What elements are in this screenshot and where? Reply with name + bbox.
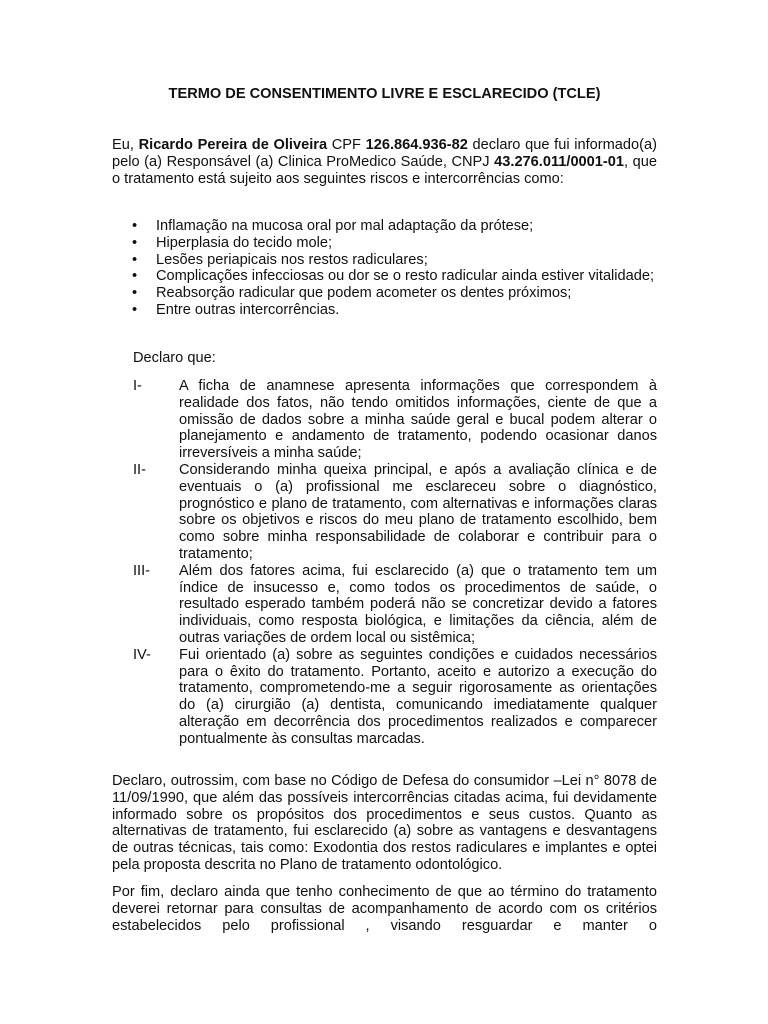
risk-text: Entre outras intercorrências. — [156, 301, 340, 318]
list-item — [112, 647, 657, 748]
declarations-list — [112, 378, 657, 748]
list-item — [112, 235, 657, 252]
cpf-label: CPF — [327, 137, 366, 153]
declaration-text: Fui orientado (a) sobre as seguintes condições e cuidados necessários para o êxito do tratamento. Portanto, aceito e autorizo a execução do tratamento, comprometendo-me a seguir rigorosamente as orientações do (a) cirurgião (a) dentista, comunicando imediatamente qualquer alteração em decorrência dos procedimentos realizados e comparecer pontualmente às consultas marcadas. — [179, 646, 657, 747]
list-item — [112, 268, 657, 285]
list-item — [112, 563, 657, 647]
declaration-text: Considerando minha queixa principal, e após a avaliação clínica e de eventuais o (a) profissional me esclareceu sobre o diagnóstico, prognóstico e plano de tratamento, com alternativas e informações claras sobre os objetivos e riscos do meu plano de tratamento escolhido, bem como sobre minha responsabilidade de colaborar e contribuir para o tratamento; — [179, 461, 657, 562]
list-item — [112, 462, 657, 563]
patient-name: Ricardo Pereira de Oliveira — [138, 137, 328, 153]
list-item — [112, 302, 657, 319]
declaration-text: A ficha de anamnese apresenta informações que correspondem à realidade dos fatos, não tendo omitidos informações, ciente de que a omissão de dados sobre a minha saúde geral e bucal podem alterar o planejamento e andamento de tratamento, podendo ocasionar danos irreversíveis a minha saúde; — [179, 378, 657, 462]
bullet-icon: • — [132, 218, 138, 234]
declaration-number: III- — [133, 562, 151, 579]
risk-text: Inflamação na mucosa oral por mal adaptação da prótese; — [156, 218, 534, 234]
risk-list — [112, 218, 657, 319]
intro-paragraph — [112, 137, 657, 187]
patient-cpf: 126.864.936-82 — [365, 137, 468, 153]
bullet-icon: • — [132, 301, 138, 318]
risk-text: Lesões periapicais nos restos radiculares; — [156, 251, 428, 268]
declaration-number: II- — [133, 461, 146, 478]
declaration-number: IV- — [133, 646, 151, 663]
list-item — [112, 285, 657, 302]
consumer-code-paragraph: Declaro, outrossim, com base no Código de Defesa do consumidor –Lei n° 8078 de 11/09/1990, que além das possíveis intercorrências citadas acima, fui devidamente informado sobre os propósitos dos procedimentos e seus custos. Quanto as alternativas de tratamento, fui esclarecido (a) sobre as vantagens e desvantagens de outras técnicas, tais como: Exodontia dos restos radiculares e implantes e optei pela proposta descrita no Plano de tratamento odontológico. — [112, 773, 657, 873]
list-item — [112, 252, 657, 269]
risk-text: Complicações infecciosas ou dor se o resto radicular ainda estiver vitalidade; — [156, 268, 655, 285]
list-item — [112, 378, 657, 462]
intro-text-1: declaro que fui informado(a) pelo (a) Responsável (a) Clinica ProMedico Saúde, CNPJ — [112, 137, 657, 170]
clinic-cnpj: 43.276.011/0001-01 — [494, 153, 625, 170]
final-paragraph: Por fim, declaro ainda que tenho conhecimento de que ao término do tratamento deverei retornar para consultas de acompanhamento de acordo com os critérios estabelecidos pelo profissional , visando resguardar e manter o — [112, 884, 657, 934]
declaration-number: I- — [133, 378, 142, 394]
bullet-icon: • — [132, 268, 138, 285]
risk-text: Hiperplasia do tecido mole; — [156, 234, 333, 251]
intro-prefix: Eu, — [112, 137, 139, 153]
bullet-icon: • — [132, 234, 138, 251]
document-title: TERMO DE CONSENTIMENTO LIVRE E ESCLARECIDO (TCLE) — [168, 86, 601, 102]
bullet-icon: • — [132, 251, 138, 268]
declaration-text: Além dos fatores acima, fui esclarecido (a) que o tratamento tem um índice de insucesso e, como todos os procedimentos de saúde, o resultado esperado também poderá não se concretizar devido a fatores individuais, como resposta biológica, e limitações da ciência, além de outras variações de ordem local ou sistêmica; — [179, 562, 657, 646]
declaro-heading: Declaro que: — [133, 350, 216, 366]
risk-text: Reabsorção radicular que podem acometer os dentes próximos; — [156, 285, 572, 302]
bullet-icon: • — [132, 285, 138, 302]
list-item — [112, 218, 657, 235]
intro-text-2: , que o tratamento está sujeito aos seguintes riscos e intercorrências como: — [112, 153, 657, 187]
